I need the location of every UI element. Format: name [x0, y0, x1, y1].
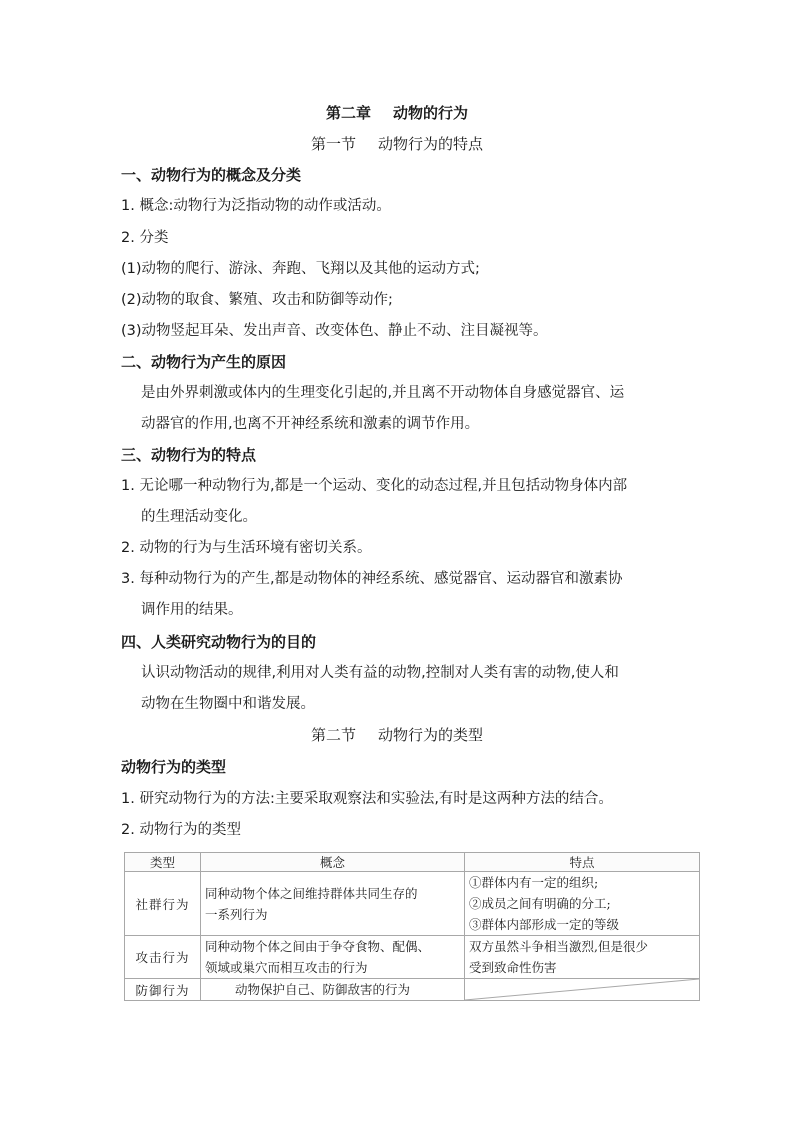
header-features: 特点	[465, 853, 700, 872]
diagonal-slash	[465, 979, 699, 1000]
table-row	[125, 936, 700, 979]
paragraph-cause-line2: 动器官的作用,也离不开神经系统和激素的调节作用。	[141, 416, 480, 432]
heading-cause: 二、动物行为产生的原因	[121, 353, 287, 371]
table-row	[125, 872, 700, 936]
heading-features: 三、动物行为的特点	[121, 446, 257, 464]
section2-name: 动物行为的类型	[378, 726, 484, 744]
type-cell: 社群行为	[125, 872, 201, 936]
heading-concept: 一、动物行为的概念及分类	[121, 166, 302, 184]
paragraph-purpose-line1: 认识动物活动的规律,利用对人类有益的动物,控制对人类有害的动物,使人和	[141, 665, 619, 681]
paragraph-methods: 1. 研究动物行为的方法:主要采取观察法和实验法,有时是这两种方法的结合。	[121, 791, 613, 807]
heading-types: 动物行为的类型	[121, 758, 227, 776]
paragraph-purpose-line2: 动物在生物圈中和谐发展。	[141, 696, 315, 712]
chapter-name: 动物的行为	[393, 104, 469, 122]
feature-3-line1: 3. 每种动物行为的产生,都是动物体的神经系统、感觉器官、运动器官和激素协	[121, 571, 623, 587]
header-type: 类型	[125, 853, 201, 872]
type-cell: 防御行为	[125, 979, 201, 1001]
features-cell-empty	[465, 979, 700, 1001]
features-cell: 双方虽然斗争相当激烈,但是很少 受到致命性伤害	[465, 936, 700, 979]
paragraph-classification: 2. 分类	[121, 230, 169, 246]
behavior-types-table	[124, 852, 700, 1001]
classification-item-2: (2)动物的取食、繁殖、攻击和防御等动作;	[121, 292, 393, 308]
feature-2: 2. 动物的行为与生活环境有密切关系。	[121, 540, 372, 556]
classification-item-1: (1)动物的爬行、游泳、奔跑、飞翔以及其他的运动方式;	[121, 261, 480, 277]
section1-title	[0, 134, 794, 154]
concept-cell: 动物保护自己、防御敌害的行为	[201, 979, 465, 1001]
concept-cell: 同种动物个体之间维持群体共同生存的 一系列行为	[201, 872, 465, 936]
table-row	[125, 979, 700, 1001]
section1-name: 动物行为的特点	[378, 135, 484, 153]
paragraph-concept: 1. 概念:动物行为泛指动物的动作或活动。	[121, 198, 391, 214]
heading-purpose: 四、人类研究动物行为的目的	[121, 633, 317, 651]
features-cell: ①群体内有一定的组织; ②成员之间有明确的分工; ③群体内部形成一定的等级	[465, 872, 700, 936]
paragraph-cause-line1: 是由外界刺激或体内的生理变化引起的,并且离不开动物体自身感觉器官、运	[141, 385, 625, 401]
section2-title	[0, 725, 794, 745]
paragraph-types: 2. 动物行为的类型	[121, 822, 241, 838]
chapter-title	[0, 103, 794, 123]
header-concept: 概念	[201, 853, 465, 872]
classification-item-3: (3)动物竖起耳朵、发出声音、改变体色、静止不动、注目凝视等。	[121, 323, 548, 339]
section2-number: 第二节	[310, 726, 356, 744]
feature-3-line2: 调作用的结果。	[141, 602, 243, 618]
chapter-number: 第二章	[325, 104, 371, 122]
section1-number: 第一节	[310, 135, 356, 153]
type-cell: 攻击行为	[125, 936, 201, 979]
table-header-row	[125, 853, 700, 872]
feature-1-line1: 1. 无论哪一种动物行为,都是一个运动、变化的动态过程,并且包括动物身体内部	[121, 478, 628, 494]
feature-1-line2: 的生理活动变化。	[141, 509, 257, 525]
concept-cell: 同种动物个体之间由于争夺食物、配偶、 领域或巢穴而相互攻击的行为	[201, 936, 465, 979]
